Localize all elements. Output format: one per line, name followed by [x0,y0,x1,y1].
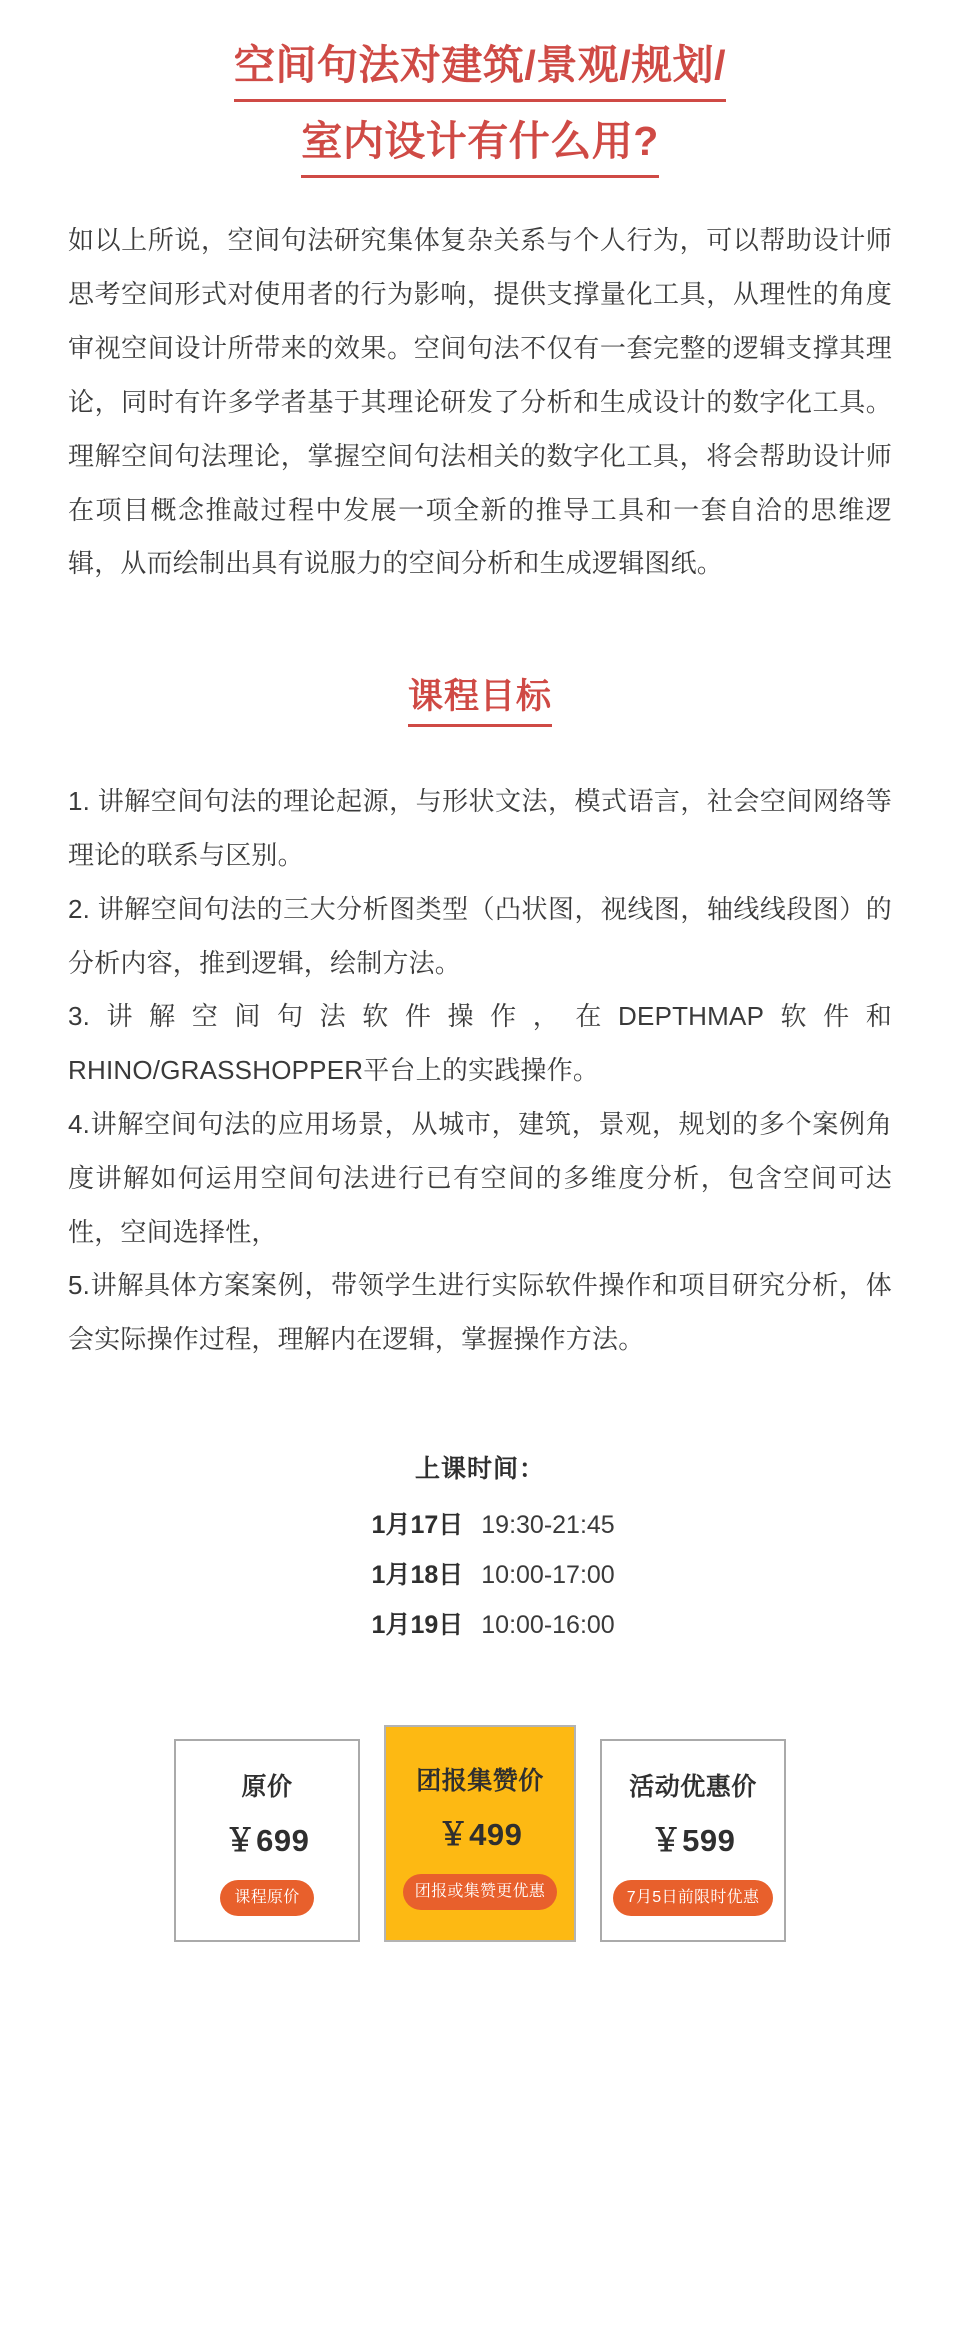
hero-title-line-1-text: 空间句法对建筑/景观/规划/ [234,36,726,102]
class-schedule-time: 19:30-21:45 [481,1511,615,1540]
class-schedule-rows [345,1505,614,1655]
hero-title-line-1 [0,36,960,102]
class-schedule-date: 1月17日 [371,1511,464,1540]
pricing-card-original[interactable] [174,1739,360,1942]
pricing-card-amount: ￥599 [650,1823,736,1859]
hero-title-line-2-text: 室内设计有什么用? [301,112,659,178]
class-schedule-date: 1月18日 [371,1561,464,1590]
course-goal-item: 2. 讲解空间句法的三大分析图类型（凸状图，视线图，轴线线段图）的分析内容，推到逻辑，绘制方法。 [68,893,892,978]
pricing-card-name: 活动优惠价 [629,1773,757,1802]
pricing-card-group [0,1725,960,1982]
course-goals-heading-text: 课程目标 [408,669,552,727]
hero-title-line-2 [0,112,960,178]
intro-paragraph: 如以上所说，空间句法研究集体复杂关系与个人行为，可以帮助设计师思考空间形式对使用者的行为影响，提供支撑量化工具，从理性的角度审视空间设计所带来的效果。空间句法不仅有一套完整的逻辑支撑其理论，同时有许多学者基于其理论研发了分析和生成设计的数字化工具。理解空间句法理论，掌握空间句法相关的数字化工具，将会帮助设计师在项目概念推敲过程中发展一项全新的推导工具和一套自洽的思维逻辑，从而绘制出具有说服力的空间分析和生成逻辑图纸。 [68,225,892,579]
pricing-card-badge[interactable]: 团报或集赞更优惠 [403,1874,557,1910]
hero-title [0,0,960,178]
pricing-card-promo[interactable] [600,1739,786,1942]
course-goal-item: 3.讲解空间句法软件操作，在DEPTHMAP软件和RHINO/GRASSHOPPER平台上的实践操作。 [68,1001,892,1086]
course-goals-heading [0,669,960,727]
class-schedule-time: 10:00-16:00 [481,1611,615,1640]
course-goal-item: 1. 讲解空间句法的理论起源，与形状文法，模式语言，社会空间网络等理论的联系与区别。 [68,786,892,870]
class-schedule-time: 10:00-17:00 [481,1561,615,1590]
class-schedule-row [345,1505,614,1541]
course-goal-item: 5.讲解具体方案案例，带领学生进行实际软件操作和项目研究分析，体会实际操作过程，理解内在逻辑，掌握操作方法。 [68,1270,892,1355]
course-goals-list [68,775,892,1367]
pricing-card-name: 团报集赞价 [416,1767,544,1796]
class-schedule-date: 1月19日 [371,1611,464,1640]
pricing-card-badge[interactable]: 课程原价 [220,1880,313,1916]
class-schedule-row [345,1555,614,1591]
class-schedule-title: 上课时间： [414,1455,545,1484]
pricing-card-badge[interactable]: 7月5日前限时优惠 [613,1880,774,1916]
pricing-card-name: 原价 [241,1773,293,1802]
course-goal-item: 4.讲解空间句法的应用场景，从城市，建筑，景观，规划的多个案例角度讲解如何运用空间句法进行已有空间的多维度分析，包含空间可达性，空间选择性， [68,1109,892,1247]
pricing-card-amount: ￥699 [224,1823,310,1859]
class-schedule [0,1449,960,1655]
class-schedule-row [345,1605,614,1641]
pricing-card-group-buy[interactable] [384,1725,576,1942]
pricing-card-amount: ￥499 [437,1817,523,1853]
